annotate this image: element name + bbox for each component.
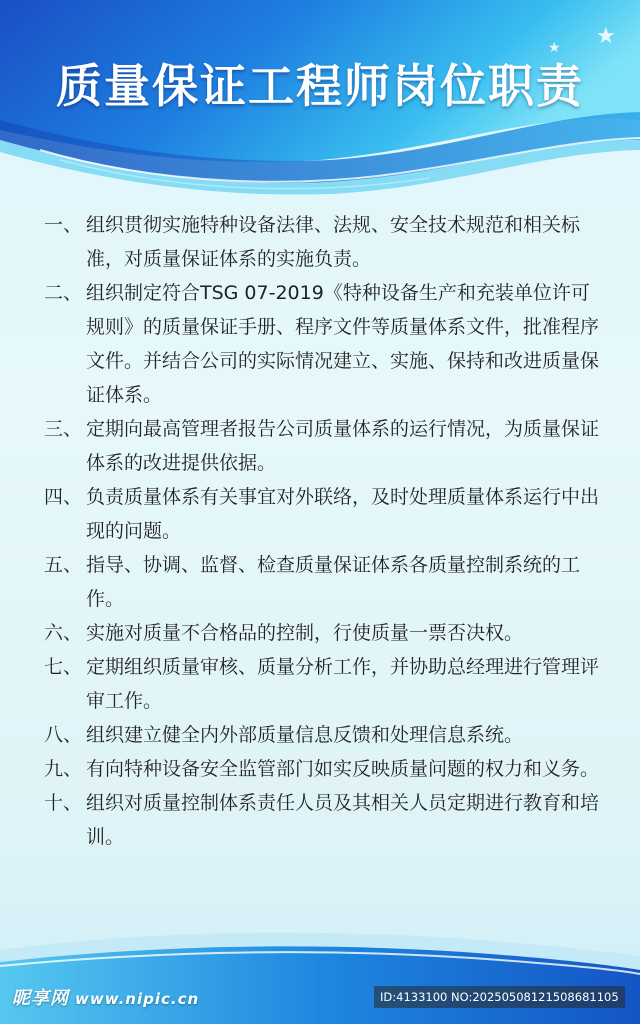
duty-number: 二、 (44, 282, 83, 304)
site-logo-text: 昵享网 (12, 988, 69, 1009)
duty-item-4 (44, 480, 604, 548)
duty-text: 定期组织质量审核、质量分析工作，并协助总经理进行管理评审工作。 (86, 656, 600, 712)
site-url[interactable]: www.nipic.cn (75, 990, 200, 1008)
duty-text: 组织对质量控制体系责任人员及其相关人员定期进行教育和培训。 (86, 792, 600, 848)
duty-item-9 (44, 752, 604, 786)
duty-text: 组织制定符合TSG 07-2019《特种设备生产和充装单位许可规则》的质量保证手册、程序文件等质量体系文件，批准程序文件。并结合公司的实际情况建立、实施、保持和改进质量保证体系。 (86, 282, 600, 406)
duty-text: 实施对质量不合格品的控制，行使质量一票否决权。 (86, 622, 524, 644)
duty-item-8 (44, 718, 604, 752)
duty-number: 九、 (44, 758, 83, 780)
duty-text: 有向特种设备安全监管部门如实反映质量问题的权力和义务。 (86, 758, 600, 780)
header-banner (0, 0, 640, 200)
duty-number: 八、 (44, 724, 83, 746)
star-icon-small: ★ (548, 40, 561, 56)
duty-item-10 (44, 786, 604, 854)
duty-number: 七、 (44, 656, 83, 678)
duty-text: 组织建立健全内外部质量信息反馈和处理信息系统。 (86, 724, 524, 746)
duty-item-7 (44, 650, 604, 718)
duty-text: 定期向最高管理者报告公司质量体系的运行情况，为质量保证体系的改进提供依据。 (86, 418, 600, 474)
duty-item-1 (44, 208, 604, 276)
duty-item-3 (44, 412, 604, 480)
duty-number: 三、 (44, 418, 83, 440)
duty-number: 十、 (44, 792, 83, 814)
duty-item-5 (44, 548, 604, 616)
duty-item-2 (44, 276, 604, 412)
duty-number: 六、 (44, 622, 83, 644)
page-title: 质量保证工程师岗位职责 (56, 59, 584, 113)
duty-text: 负责质量体系有关事宜对外联络，及时处理质量体系运行中出现的问题。 (86, 486, 600, 542)
image-id-badge: ID:4133100 NO:20250508121508681105 (374, 986, 625, 1008)
duty-number: 一、 (44, 214, 83, 236)
duty-item-6 (44, 616, 604, 650)
duties-list (44, 208, 604, 854)
star-icon: ★ (596, 24, 616, 49)
duty-number: 五、 (44, 554, 83, 576)
site-logo[interactable] (12, 984, 199, 1010)
duty-number: 四、 (44, 486, 83, 508)
duty-text: 组织贯彻实施特种设备法律、法规、安全技术规范和相关标准，对质量保证体系的实施负责。 (86, 214, 581, 270)
duty-text: 指导、协调、监督、检查质量保证体系各质量控制系统的工作。 (86, 554, 581, 610)
